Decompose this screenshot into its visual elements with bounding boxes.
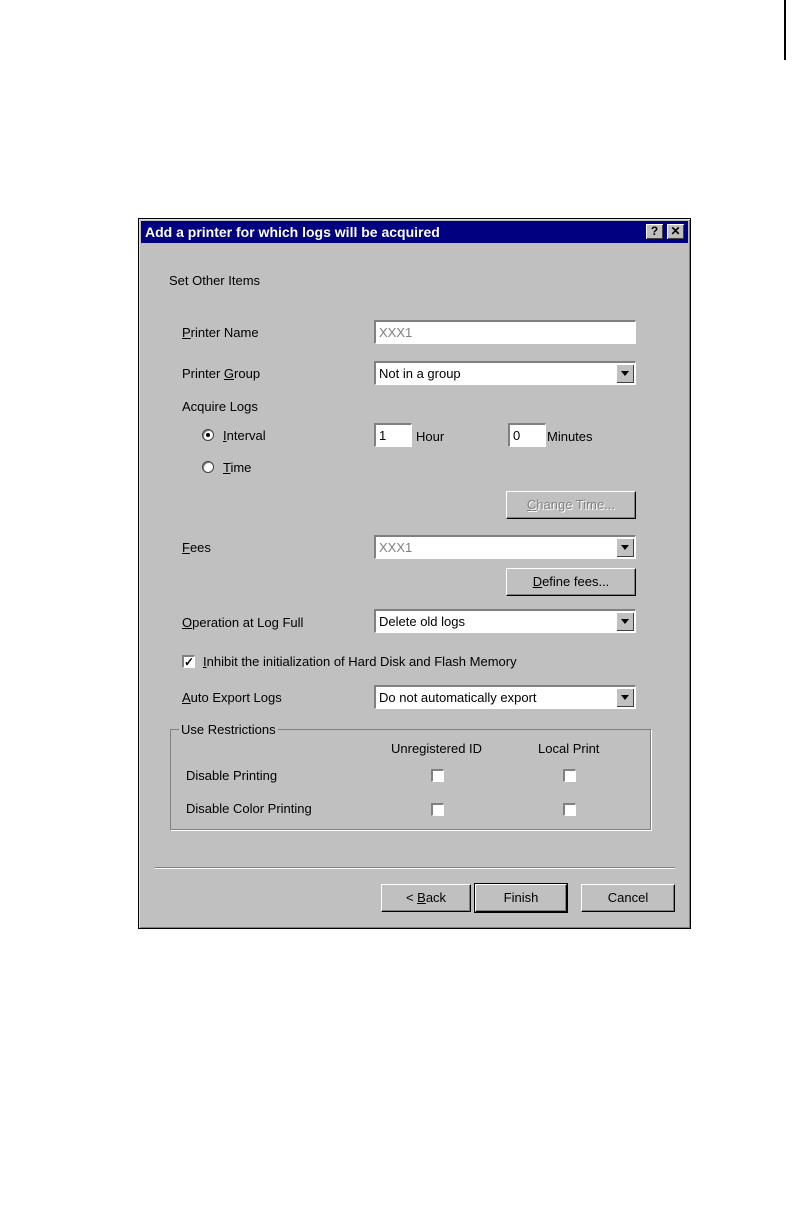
close-button[interactable]: ✕ — [667, 224, 684, 239]
change-time-button[interactable]: Change Time... — [506, 491, 636, 519]
operation-log-full-value: Delete old logs — [379, 614, 465, 629]
minutes-input[interactable]: 0 — [508, 423, 546, 447]
auto-export-select[interactable] — [374, 685, 636, 709]
printer-name-field: XXX1 — [374, 320, 636, 344]
operation-log-full-select[interactable] — [374, 609, 636, 633]
chevron-down-icon[interactable] — [616, 688, 634, 707]
local-print-header: Local Print — [538, 741, 600, 756]
inhibit-label[interactable]: Inhibit the initialization of Hard Disk and Flash Memory — [203, 654, 517, 669]
disable-color-unregistered-checkbox[interactable] — [431, 803, 444, 816]
dialog-titlebar — [141, 221, 688, 243]
interval-radio[interactable] — [202, 429, 214, 441]
printer-group-select[interactable] — [374, 361, 636, 385]
auto-export-label: Auto Export Logs — [182, 690, 282, 705]
disable-color-printing-label: Disable Color Printing — [186, 801, 312, 816]
hour-label: Hour — [416, 429, 445, 444]
disable-color-local-checkbox[interactable] — [563, 803, 576, 816]
define-fees-button[interactable]: Define fees... — [506, 568, 636, 596]
time-radio[interactable] — [202, 461, 214, 473]
disable-printing-label: Disable Printing — [186, 768, 278, 783]
acquire-logs-label: Acquire Logs — [182, 399, 258, 414]
auto-export-value: Do not automatically export — [379, 690, 537, 705]
hour-input[interactable]: 1 — [374, 423, 412, 447]
back-button[interactable]: < Back — [381, 884, 471, 912]
button-separator — [155, 867, 675, 869]
operation-log-full-label: Operation at Log Full — [182, 615, 304, 630]
time-label[interactable]: Time — [223, 460, 252, 475]
add-printer-dialog — [138, 218, 691, 929]
chevron-down-icon[interactable] — [616, 364, 634, 383]
fees-select[interactable] — [374, 535, 636, 559]
printer-group-value: Not in a group — [379, 366, 461, 381]
page-margin-rule — [784, 0, 786, 60]
cancel-button[interactable]: Cancel — [581, 884, 675, 912]
printer-name-label: Printer Name — [182, 325, 259, 340]
fees-value: XXX1 — [379, 540, 413, 555]
chevron-down-icon[interactable] — [616, 612, 634, 631]
chevron-down-icon[interactable] — [616, 538, 634, 557]
section-heading: Set Other Items — [169, 273, 261, 288]
finish-button[interactable]: Finish — [475, 884, 567, 912]
unregistered-id-header: Unregistered ID — [391, 741, 483, 756]
dialog-title: Add a printer for which logs will be acquired — [145, 224, 440, 240]
minutes-label: Minutes — [547, 429, 593, 444]
fees-label: Fees — [182, 540, 211, 555]
inhibit-checkbox[interactable]: ✓ — [184, 655, 195, 669]
interval-label[interactable]: Interval — [223, 428, 266, 443]
use-restrictions-title: Use Restrictions — [181, 722, 276, 737]
help-button[interactable]: ? — [646, 224, 663, 239]
disable-printing-local-checkbox[interactable] — [563, 769, 576, 782]
printer-group-label: Printer Group — [182, 366, 261, 381]
disable-printing-unregistered-checkbox[interactable] — [431, 769, 444, 782]
